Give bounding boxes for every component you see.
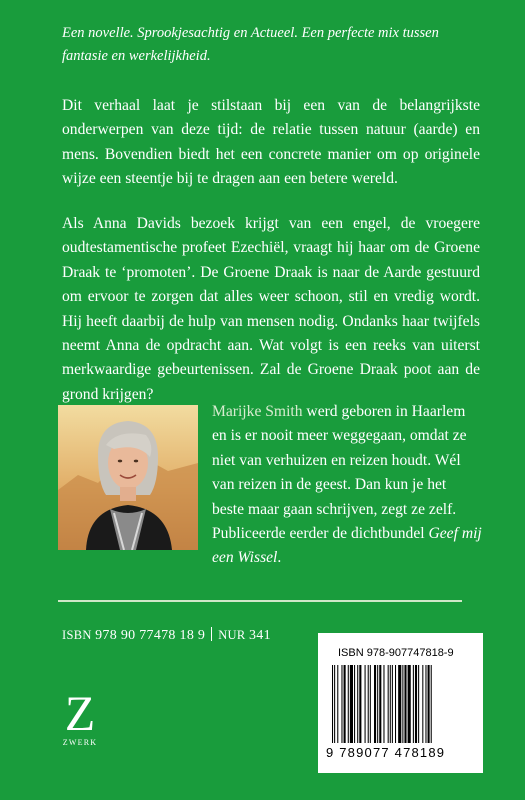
publisher-name: ZWERK — [62, 738, 98, 747]
barcode — [330, 665, 472, 745]
publisher-logo-letter: Z — [64, 685, 96, 741]
previous-book-title: Geef mij een Wissel — [212, 525, 482, 567]
isbn-separator — [211, 627, 212, 641]
author-bio-text: werd geboren in Haarlem en is er nooit meer weggegaan, omdat ze niet van verhuizen en reizen houdt. Wél van reizen in de geest. Dan kun je het beste maar gaan schrijven, zegt ze zelf. Publiceerde eerder de dichtbundel — [212, 403, 467, 543]
author-bio-end: . — [277, 549, 282, 567]
tagline: Een novelle. Sprookjesachtig en Actueel. Een perfecte mix tussen fantasie en werkelijkheid. — [62, 25, 439, 64]
isbn-number: 978 90 77478 18 9 — [95, 628, 206, 643]
divider — [58, 600, 462, 602]
isbn-label: ISBN — [62, 628, 92, 642]
description-paragraph-1: Dit verhaal laat je stilstaan bij een van de belangrijkste onderwerpen van deze tijd: de relatie tussen natuur (aarde) en mens. Bovendien biedt het een concrete manier om op originele wijze een steentje bij te dragen aan een betere wereld. — [62, 97, 480, 188]
barcode-digits: 9 789077 478189 — [326, 745, 446, 760]
author-name: Marijke Smith — [212, 403, 303, 420]
nur-label: NUR — [218, 628, 246, 642]
nur-number: 341 — [248, 628, 271, 643]
publisher-logo — [55, 685, 105, 747]
author-bio — [212, 400, 482, 571]
barcode-isbn-label: ISBN 978-907747818-9 — [338, 647, 454, 659]
author-photo — [58, 405, 198, 550]
description-paragraph-2: Als Anna Davids bezoek krijgt van een engel, de vroegere oudtestamentische profeet Ezechiël, vraagt hij haar om de Groene Draak te ‘promoten’. De Groene Draak is naar de Aarde gestuurd om ervoor te zorgen dat alles weer schoon, stil en vredig wordt. Hij heeft daarbij de hulp van mensen nodig. Ondanks haar twijfels neemt Anna de opdracht aan. Wat volgt is een reeks van uiterst merkwaardige gebeurtenissen. Zal de Groene Draak poot aan de grond krijgen? — [62, 215, 480, 403]
barcode-panel — [318, 633, 483, 773]
isbn-line — [62, 627, 271, 644]
